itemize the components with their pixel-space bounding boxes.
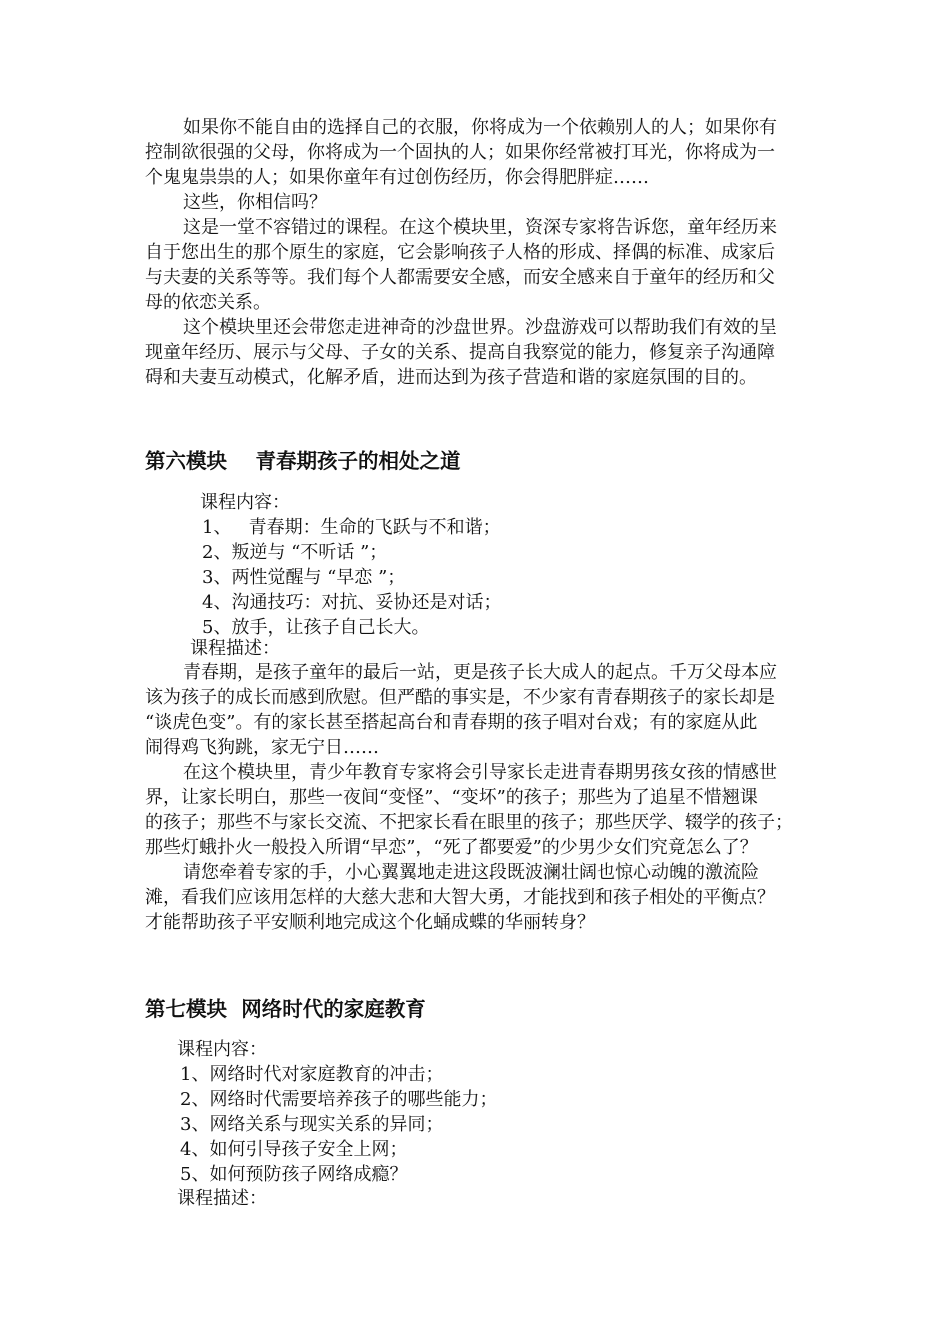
text-line: 这个模块里还会带您走进神奇的沙盘世界。沙盘游戏可以帮助我们有效的呈	[183, 317, 777, 338]
text-line: 这是一堂不容错过的课程。在这个模块里，资深专家将告诉您，童年经历来	[183, 217, 777, 238]
text-line: 的孩子；那些不与家长交流、不把家长看在眼里的孩子；那些厌学、辍学的孩子；	[145, 812, 793, 833]
text-line: 如果你不能自由的选择自己的衣服，你将成为一个依赖别人的人；如果你有	[183, 117, 777, 138]
module6-paragraph-2	[145, 760, 810, 860]
intro-paragraph-2	[145, 190, 810, 215]
list-item: 1、网络时代对家庭教育的冲击；	[180, 1064, 444, 1085]
text-line: 青春期，是孩子童年的最后一站，更是孩子长大成人的起点。千万父母本应	[183, 662, 777, 683]
intro-paragraph-3	[145, 215, 810, 315]
module6-title: 第六模块 青春期孩子的相处之道	[145, 449, 461, 473]
text-line: 滩，看我们应该用怎样的大慈大悲和大智大勇，才能找到和孩子相处的平衡点？	[145, 887, 775, 908]
list-item: 3、两性觉醒与 “早恋 ”；	[202, 567, 406, 588]
list-item: 3、网络关系与现实关系的异同；	[180, 1114, 444, 1135]
intro-paragraph-4	[145, 315, 810, 390]
module7-content-list	[180, 1062, 497, 1187]
module6-paragraph-3	[145, 860, 810, 935]
text-line: 这些，你相信吗？	[183, 192, 327, 213]
list-item: 5、如何预防孩子网络成瘾？	[180, 1164, 408, 1185]
list-item: 2、叛逆与 “不听话 ”；	[202, 542, 388, 563]
list-item: 1、 青春期：生命的飞跃与不和谐；	[202, 517, 501, 538]
text-line: 自于您出生的那个原生的家庭，它会影响孩子人格的形成、择偶的标准、成家后	[145, 242, 775, 263]
module7-desc-label: 课程描述：	[177, 1188, 267, 1209]
list-item: 2、网络时代需要培养孩子的哪些能力；	[180, 1089, 498, 1110]
text-line: 母的依恋关系。	[145, 292, 271, 313]
text-line: “谈虎色变”。有的家长甚至搭起高台和青春期的孩子唱对台戏；有的家庭从此	[145, 712, 758, 733]
text-line: 该为孩子的成长而感到欣慰。但严酷的事实是，不少家有青春期孩子的家长却是	[145, 687, 775, 708]
list-item: 4、沟通技巧：对抗、妥协还是对话；	[202, 592, 502, 613]
list-item: 5、放手，让孩子自己长大。	[202, 617, 430, 638]
text-line: 请您牵着专家的手，小心翼翼地走进这段既波澜壮阔也惊心动魄的激流险	[183, 862, 759, 883]
text-line: 与夫妻的关系等等。我们每个人都需要安全感，而安全感来自于童年的经历和父	[145, 267, 775, 288]
module6-paragraph-1	[145, 660, 810, 760]
module6-content-label: 课程内容：	[200, 492, 290, 513]
text-line: 现童年经历、展示与父母、子女的关系、提高自我察觉的能力，修复亲子沟通障	[145, 342, 775, 363]
text-line: 那些灯蛾扑火一般投入所谓“早恋”，“死了都要爱”的少男少女们究竟怎么了？	[145, 837, 758, 858]
text-line: 才能帮助孩子平安顺利地完成这个化蛹成蝶的华丽转身？	[145, 912, 595, 933]
text-line: 闹得鸡飞狗跳，家无宁日……	[145, 737, 379, 758]
module7-content-label: 课程内容：	[177, 1039, 267, 1060]
list-item: 4、如何引导孩子安全上网；	[180, 1139, 408, 1160]
module6-desc-label: 课程描述：	[190, 638, 280, 659]
text-line: 控制欲很强的父母，你将成为一个固执的人；如果你经常被打耳光，你将成为一	[145, 142, 775, 163]
intro-paragraph-1	[145, 115, 810, 190]
module7-title: 第七模块 网络时代的家庭教育	[145, 997, 426, 1021]
module6-content-list	[202, 515, 501, 640]
text-line: 在这个模块里，青少年教育专家将会引导家长走进青春期男孩女孩的情感世	[183, 762, 777, 783]
text-line: 碍和夫妻互动模式，化解矛盾，进而达到为孩子营造和谐的家庭氛围的目的。	[145, 367, 757, 388]
text-line: 界，让家长明白，那些一夜间“变怪”、“变坏”的孩子；那些为了追星不惜翘课	[145, 787, 758, 808]
text-line: 个鬼鬼祟祟的人；如果你童年有过创伤经历，你会得肥胖症……	[145, 167, 649, 188]
